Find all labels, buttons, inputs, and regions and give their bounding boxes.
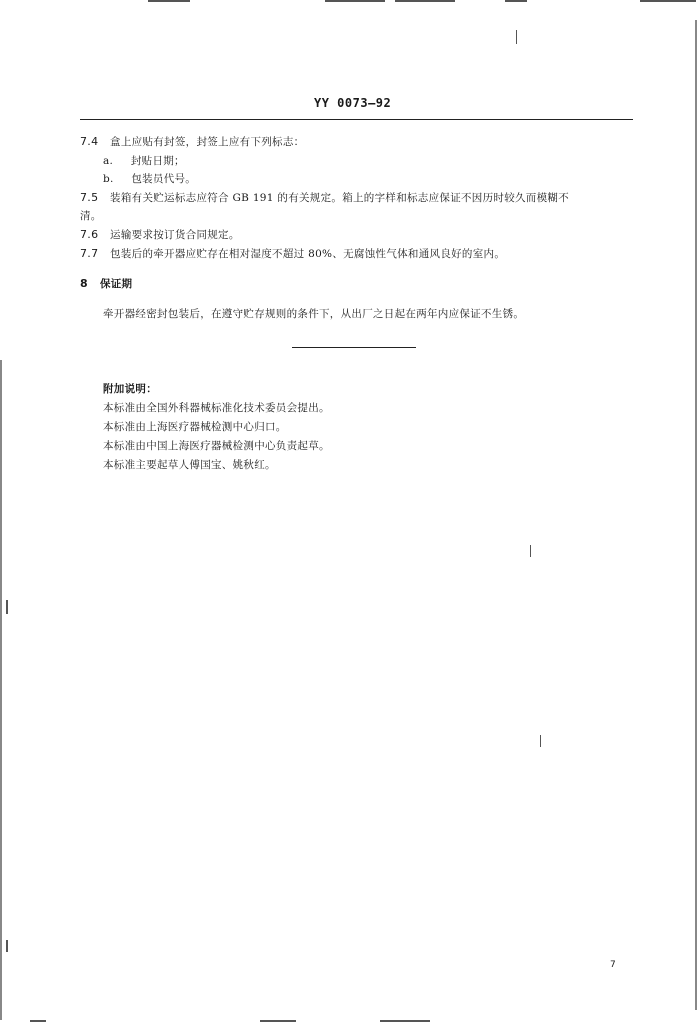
standard-code: YY 0073—92 [314, 96, 392, 110]
scan-artifact [540, 735, 541, 747]
section-8-body: 牵开器经密封包装后，在遵守贮存规则的条件下，从出厂之日起在两年内应保证不生锈。 [103, 308, 525, 320]
scan-artifact [30, 1020, 46, 1022]
appendix-line: 本标准由全国外科器械标准化技术委员会提出。 [103, 402, 330, 414]
clause-7-6 [80, 227, 240, 242]
clause-number: 7.6 [80, 228, 99, 241]
scan-artifact [0, 360, 2, 1020]
item-text: 包装员代号。 [131, 173, 197, 185]
scan-artifact [516, 30, 517, 44]
scan-artifact [148, 0, 190, 2]
clause-text: 运输要求按订货合同规定。 [110, 229, 240, 241]
clause-7-4-item-b [103, 171, 196, 186]
section-8-heading [80, 276, 132, 291]
clause-number: 7.7 [80, 247, 99, 260]
section-number: 8 [80, 277, 88, 290]
clause-7-4 [80, 134, 304, 149]
clause-number: 7.4 [80, 135, 99, 148]
clause-text: 包装后的牵开器应贮存在相对湿度不超过 80%、无腐蚀性气体和通风良好的室内。 [110, 248, 506, 260]
end-of-text-rule [292, 347, 416, 348]
scan-artifact [6, 940, 8, 952]
clause-text: 清。 [80, 210, 102, 222]
scan-artifact [505, 0, 527, 2]
item-marker: a. [103, 155, 114, 167]
scan-artifact [6, 600, 8, 614]
clause-text: 装箱有关贮运标志应符合 GB 191 的有关规定。箱上的字样和标志应保证不因历时较久而模糊不 [110, 192, 570, 204]
scan-artifact [325, 0, 385, 2]
appendix-line: 本标准由中国上海医疗器械检测中心负责起草。 [103, 440, 330, 452]
clause-7-7 [80, 246, 505, 261]
scan-artifact [530, 545, 531, 557]
clause-number: 7.5 [80, 191, 99, 204]
scan-artifact [380, 1020, 430, 1022]
clause-7-4-item-a [103, 153, 185, 168]
section-title: 保证期 [99, 278, 133, 290]
scan-artifact [260, 1020, 296, 1022]
appendix-line: 本标准由上海医疗器械检测中心归口。 [103, 421, 287, 433]
clause-7-5 [80, 190, 569, 205]
scan-artifact [640, 0, 696, 2]
page-number: 7 [610, 960, 616, 970]
scan-artifact [695, 20, 697, 1010]
clause-text: 盒上应贴有封签，封签上应有下列标志： [110, 136, 305, 148]
clause-7-5-continued [80, 208, 102, 223]
appendix-line: 本标准主要起草人傅国宝、姚秋红。 [103, 459, 276, 471]
item-marker: b. [103, 173, 114, 185]
item-text: 封贴日期； [130, 155, 185, 167]
scan-artifact [395, 0, 455, 2]
appendix-title: 附加说明： [103, 383, 157, 395]
header-rule [80, 119, 633, 120]
